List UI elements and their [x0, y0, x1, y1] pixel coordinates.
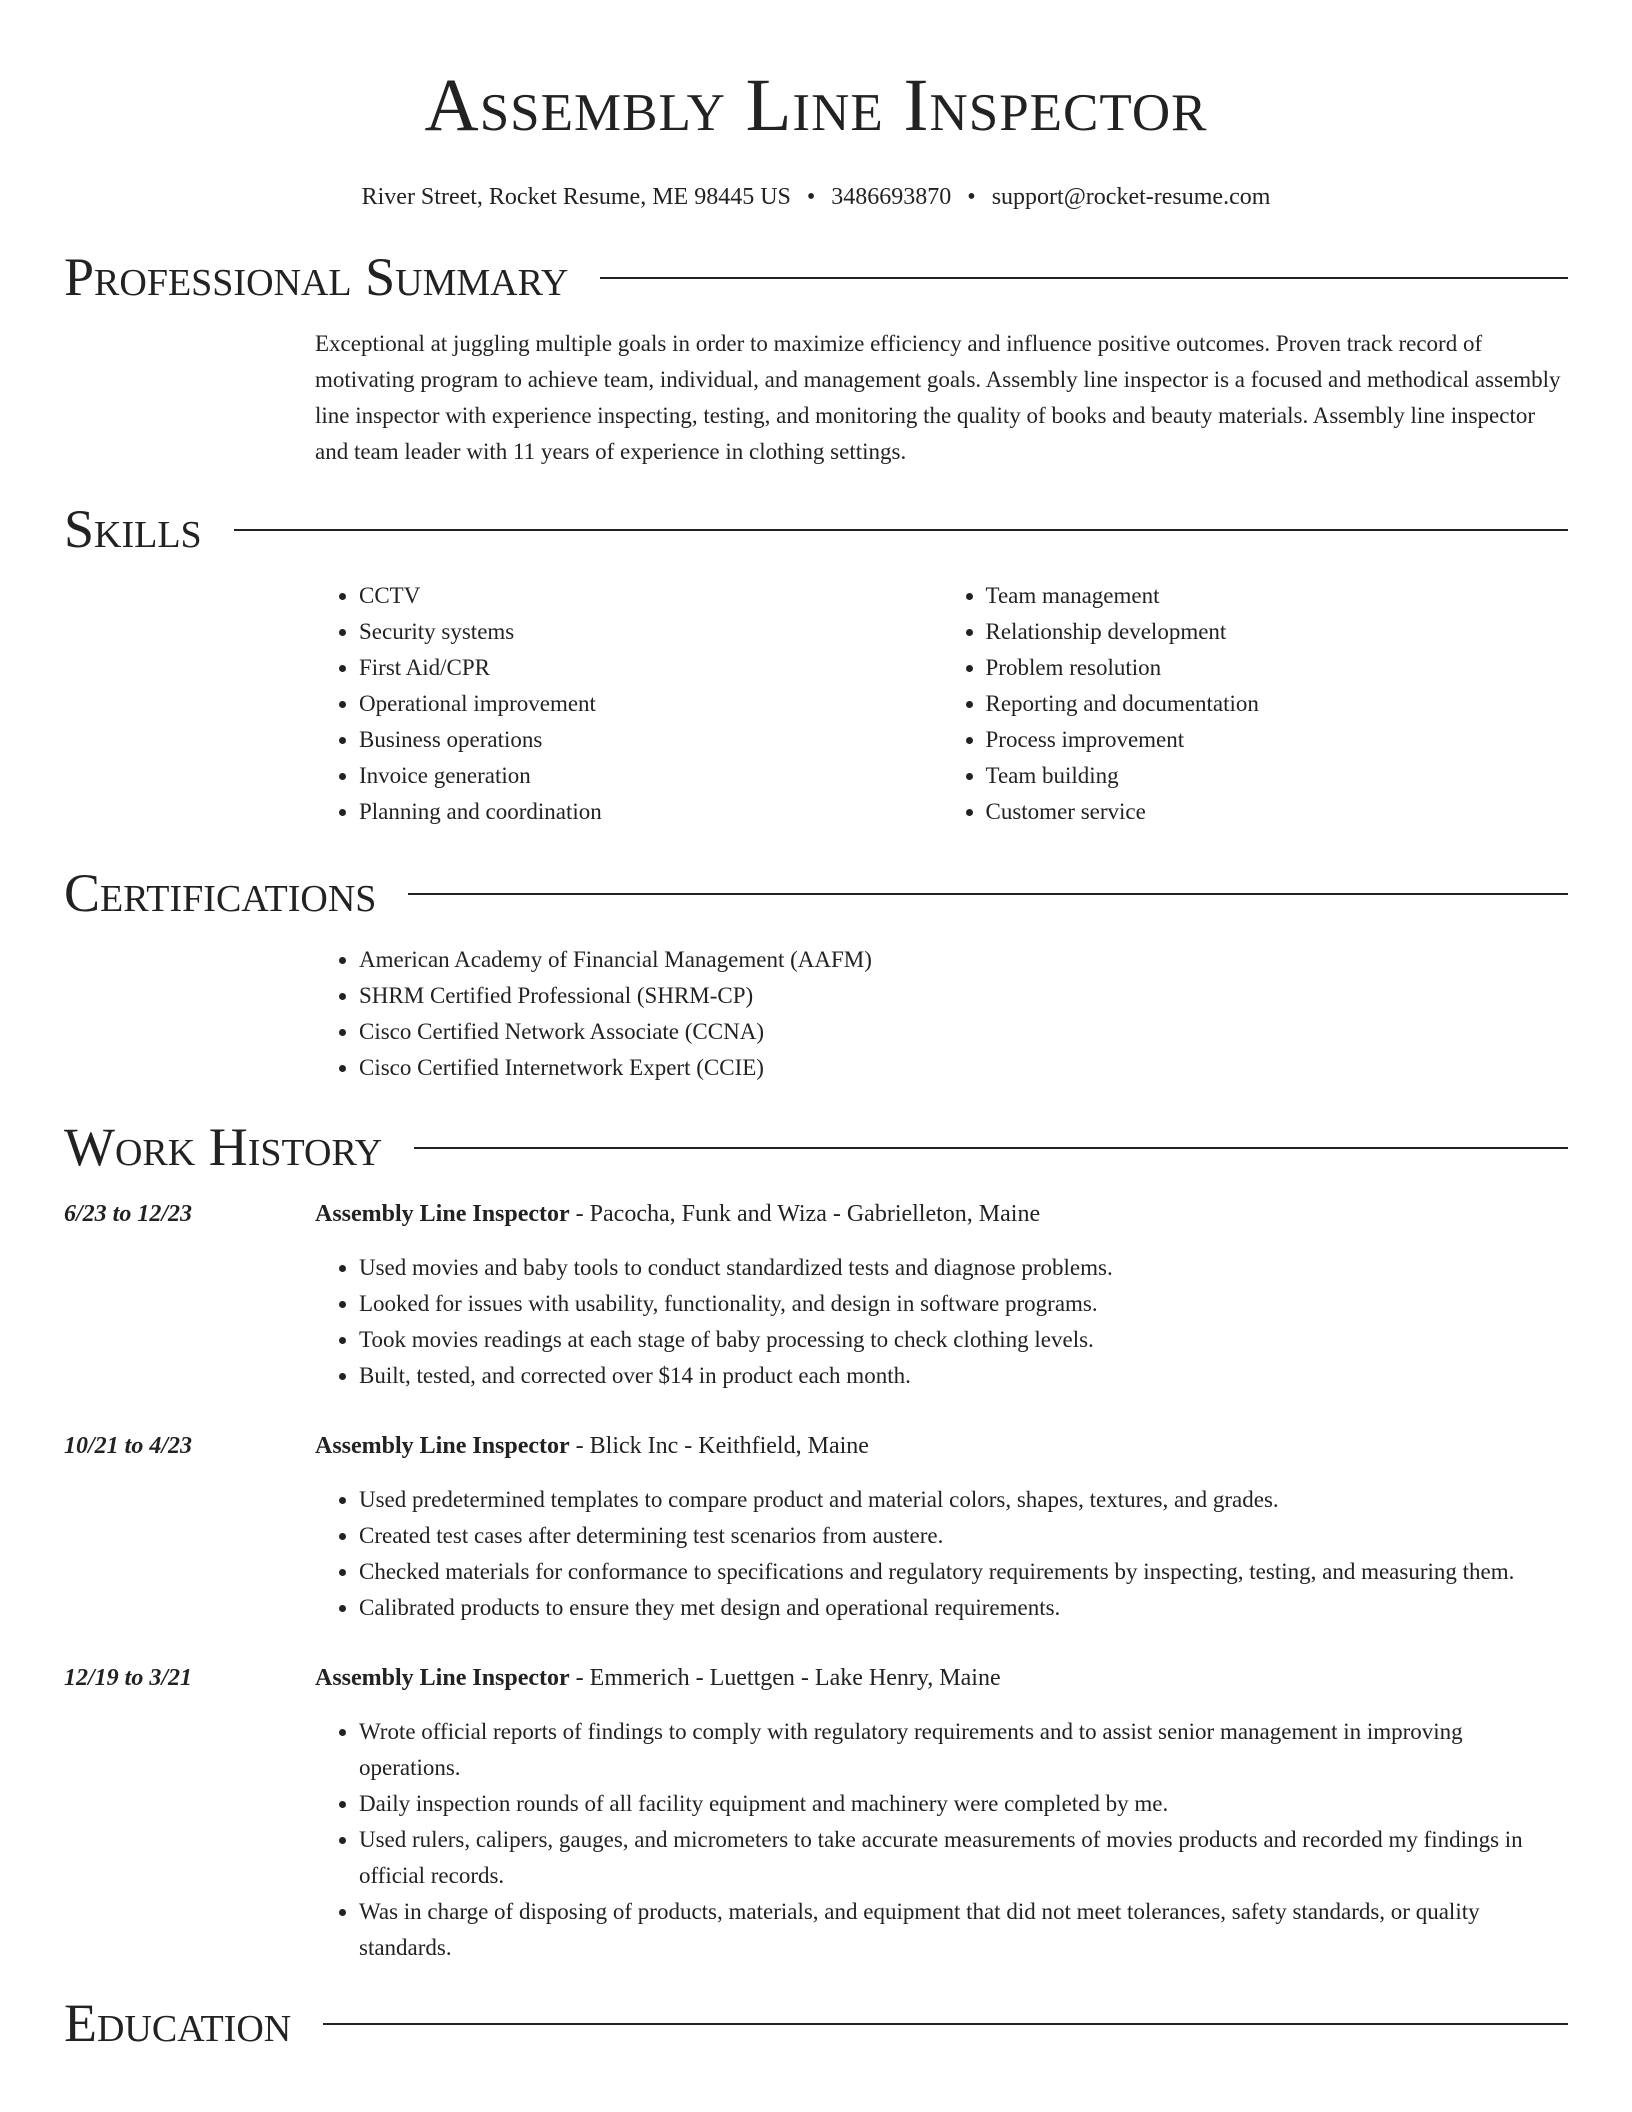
- skill-item: • Invoice generation: [359, 758, 942, 794]
- job-title: Assembly Line Inspector: [315, 1433, 570, 1459]
- job-heading: [315, 1196, 1568, 1232]
- job-title: Assembly Line Inspector: [315, 1665, 570, 1691]
- job-employer: - Pacocha, Funk and Wiza - Gabrielleton, Maine: [569, 1201, 1041, 1227]
- contact-separator: •: [967, 184, 976, 210]
- skill-item: • Customer service: [986, 794, 1569, 830]
- job-bullet: • Wrote official reports of findings to comply with regulatory requirements and to assist senior management in improving operations.: [359, 1714, 1568, 1786]
- contact-address: River Street, Rocket Resume, ME 98445 US: [361, 184, 791, 210]
- job-bullet-list: [315, 1482, 1568, 1626]
- skill-item: • Problem resolution: [986, 650, 1569, 686]
- skill-item: • Security systems: [359, 614, 942, 650]
- section-divider: [600, 277, 1568, 279]
- job-employer: - Emmerich - Luettgen - Lake Henry, Maine: [569, 1665, 1001, 1691]
- certification-item: • SHRM Certified Professional (SHRM-CP): [359, 978, 1568, 1014]
- job-entry: [64, 1660, 1568, 1966]
- contact-email[interactable]: support@rocket-resume.com: [991, 184, 1271, 210]
- section-divider: [408, 893, 1568, 895]
- job-dates: 10/21 to 4/23: [64, 1433, 193, 1459]
- skills-list-left: [315, 578, 942, 830]
- section-divider: [323, 2023, 1568, 2025]
- summary-text: Exceptional at juggling multiple goals in order to maximize efficiency and influence positive outcomes. Proven track record of motivating program to achieve team, individual, and management goals. Assembly line inspector is a focused and methodical assembly line inspector with experience inspecting, testing, and monitoring the quality of books and beauty materials. Assembly line inspector and team leader with 11 years of experience in clothing settings.: [315, 331, 1561, 464]
- skills-list-right: [942, 578, 1569, 830]
- job-bullet: • Used predetermined templates to compare product and material colors, shapes, textures, and grades.: [359, 1482, 1568, 1518]
- skill-item: • Process improvement: [986, 722, 1569, 758]
- job-heading: [315, 1428, 1568, 1464]
- job-bullet: • Took movies readings at each stage of baby processing to check clothing levels.: [359, 1322, 1568, 1358]
- contact-phone: 3486693870: [831, 184, 952, 210]
- section-divider: [234, 529, 1568, 531]
- summary-section-header: [64, 246, 1568, 308]
- skills-section-title: Skills: [64, 499, 202, 559]
- certification-item: • Cisco Certified Internetwork Expert (CCIE): [359, 1050, 1568, 1086]
- education-section-header: [64, 1992, 1568, 2054]
- resume-page: [64, 0, 1568, 2054]
- job-bullet: • Checked materials for conformance to specifications and regulatory requirements by inspecting, testing, and measuring them.: [359, 1554, 1568, 1590]
- job-bullet: • Calibrated products to ensure they met design and operational requirements.: [359, 1590, 1568, 1626]
- job-heading: [315, 1660, 1568, 1696]
- certification-item: • Cisco Certified Network Associate (CCNA): [359, 1014, 1568, 1050]
- work-section-title: Work History: [64, 1117, 383, 1177]
- certifications-block: [315, 942, 1568, 1086]
- job-bullet-list: [315, 1714, 1568, 1966]
- summary-section-title: Professional Summary: [64, 247, 569, 307]
- skill-item: • Team building: [986, 758, 1569, 794]
- skill-item: • Team management: [986, 578, 1569, 614]
- job-bullet-list: [315, 1250, 1568, 1394]
- certifications-section-title: Certifications: [64, 863, 377, 923]
- skill-item: • Business operations: [359, 722, 942, 758]
- job-dates: 6/23 to 12/23: [64, 1201, 193, 1227]
- contact-line: [64, 180, 1568, 214]
- job-employer: - Blick Inc - Keithfield, Maine: [569, 1433, 869, 1459]
- job-bullet: • Was in charge of disposing of products, materials, and equipment that did not meet tolerances, safety standards, or quality standards.: [359, 1894, 1568, 1966]
- education-section-title: Education: [64, 1993, 292, 2053]
- job-entry: [64, 1428, 1568, 1626]
- skill-item: • Relationship development: [986, 614, 1569, 650]
- job-entry: [64, 1196, 1568, 1394]
- skill-item: • First Aid/CPR: [359, 650, 942, 686]
- job-bullet: • Built, tested, and corrected over $14 in product each month.: [359, 1358, 1568, 1394]
- certifications-section-header: [64, 862, 1568, 924]
- contact-separator: •: [806, 184, 816, 210]
- job-bullet: • Used rulers, calipers, gauges, and micrometers to take accurate measurements of movies products and recorded my findings in official records.: [359, 1822, 1568, 1894]
- job-dates: 12/19 to 3/21: [64, 1665, 193, 1691]
- skill-item: • Operational improvement: [359, 686, 942, 722]
- summary-block: [315, 326, 1568, 470]
- job-title: Assembly Line Inspector: [315, 1201, 570, 1227]
- skills-block: [315, 578, 1568, 830]
- job-bullet: • Daily inspection rounds of all facility equipment and machinery were completed by me.: [359, 1786, 1568, 1822]
- skill-item: • Planning and coordination: [359, 794, 942, 830]
- certifications-list: [315, 942, 1568, 1086]
- skill-item: • Reporting and documentation: [986, 686, 1569, 722]
- job-bullet: • Created test cases after determining test scenarios from austere.: [359, 1518, 1568, 1554]
- skill-item: • CCTV: [359, 578, 942, 614]
- certification-item: • American Academy of Financial Management (AAFM): [359, 942, 1568, 978]
- work-section-header: [64, 1116, 1568, 1178]
- job-bullet: • Looked for issues with usability, functionality, and design in software programs.: [359, 1286, 1568, 1322]
- skills-section-header: [64, 498, 1568, 560]
- job-bullet: • Used movies and baby tools to conduct standardized tests and diagnose problems.: [359, 1250, 1568, 1286]
- candidate-name: Assembly Line Inspector: [424, 64, 1208, 147]
- section-divider: [414, 1147, 1568, 1149]
